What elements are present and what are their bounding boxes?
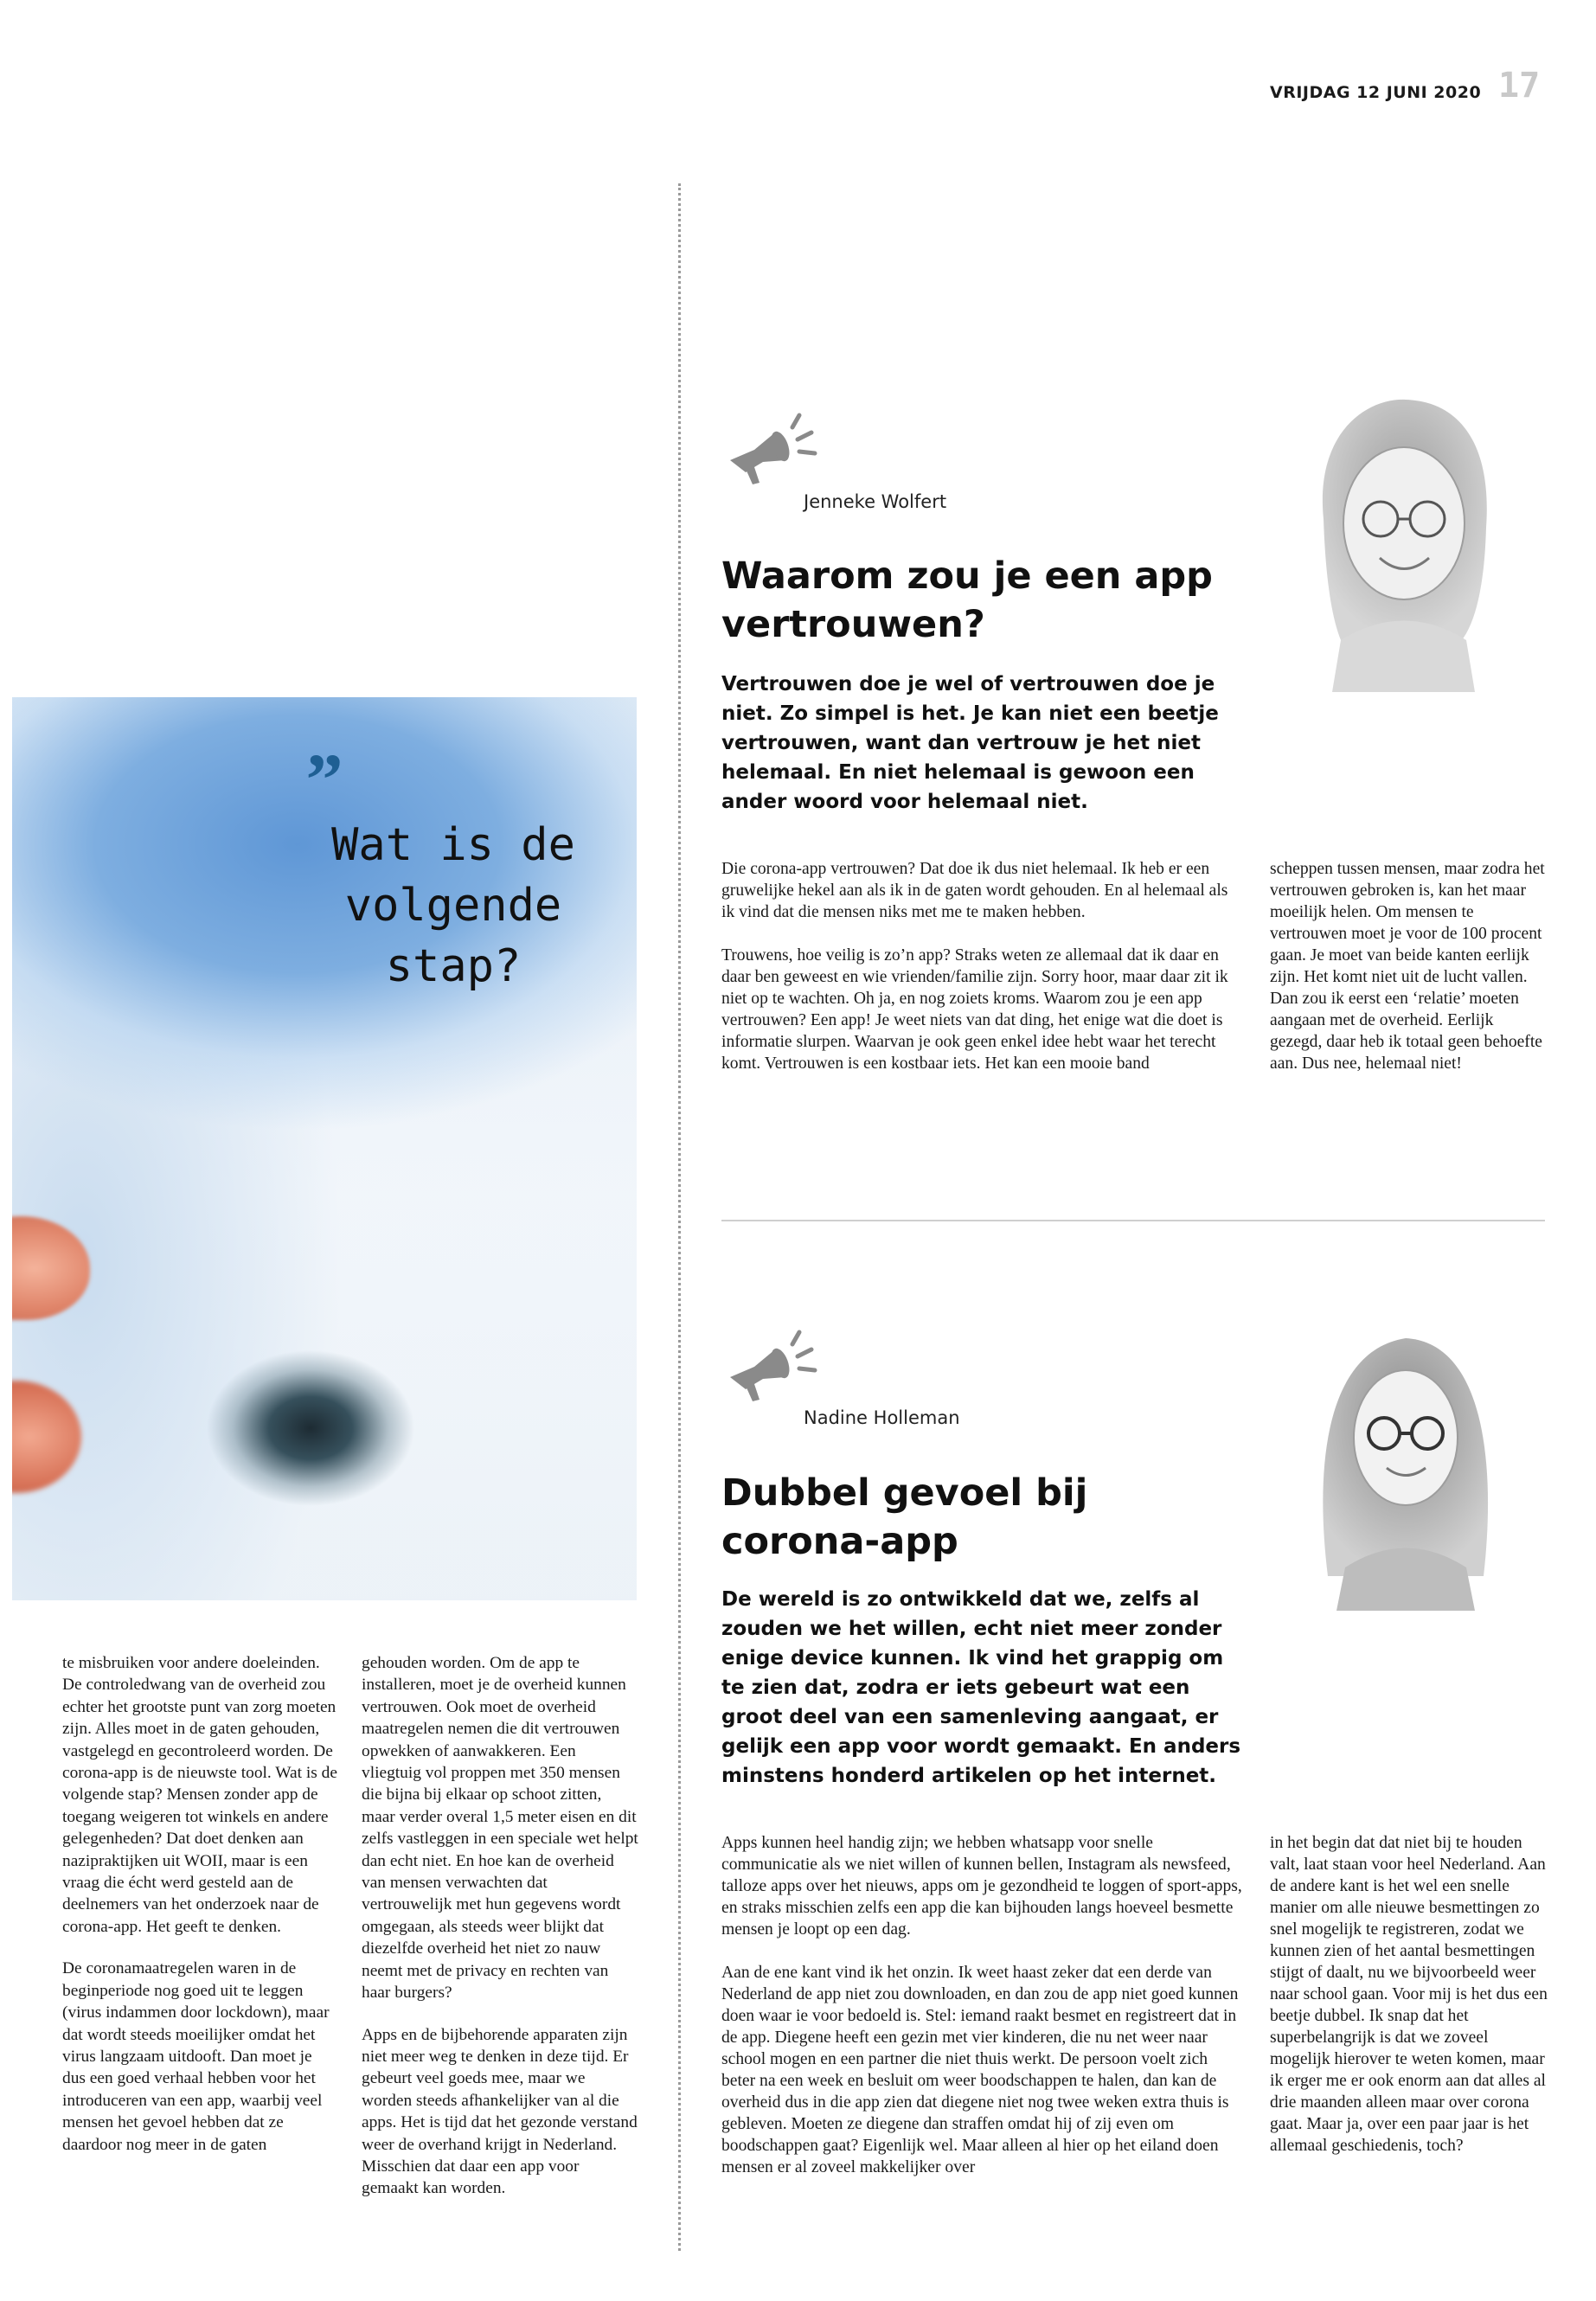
paragraph: gehouden worden. Om de app te installeren, moet je de overheid kunnen vertrouwen. Ook moet de overheid maatregelen nemen die dit vertrouwen opwekken of aanwakkeren. Een vliegtuig vol proppen met 350 mensen die bijna bij elkaar op schoot zitten, maar verder overal 1,5 meter eisen en dit zelfs vastleggen in een speciale wet helpt dan echt niet. En hoe kan de overheid van mensen verwachten dat vertrouwelijk met hun gegevens wordt omgegaan, als steeds weer blijkt dat diezelfde overheid het niet zo nauw neemt met de privacy en rechten van haar burgers? xyxy=(362,1654,638,2003)
paragraph: Apps en de bijbehorende apparaten zijn niet meer weg te denken in deze tijd. Er gebeurt veel goeds mee, maar we worden steeds afhankelijker van al die apps. Het is tijd dat het gezonde verstand weer de overhand krijgt in Nederland. Misschien dat daar een app voor gemaakt kan worden. xyxy=(362,2025,638,2198)
author-name: Jenneke Wolfert xyxy=(804,491,947,512)
author-name: Nadine Holleman xyxy=(804,1407,960,1428)
author-portrait xyxy=(1289,381,1514,692)
finger-shape xyxy=(12,1216,90,1320)
megaphone-icon xyxy=(721,1324,825,1410)
phone-photo xyxy=(12,697,637,1600)
article-lead: Vertrouwen doe je wel of vertrouwen doe je niet. Zo simpel is het. Je kan niet een beetje vertrouwen, want dan vertrouw je het niet helemaal. En niet helemaal is gewoon een ander woord voor helemaal niet. xyxy=(721,673,1219,813)
quote-mark-icon: ” xyxy=(305,738,343,821)
article-lead: De wereld is zo ontwikkeld dat we, zelfs al zouden we het willen, echt niet meer zonder enige device kunnen. Ik vind het grappig om te zien dat, zodra er iets gebeurt wat een groot deel van een samenleving aangaat, er gelijk een app voor wordt gemaakt. En anders minstens honderd artikelen op het internet. xyxy=(721,1588,1241,1787)
pull-quote: Wat is de volgende stap? xyxy=(331,819,575,992)
paragraph: Die corona-app vertrouwen? Dat doe ik dus niet helemaal. Ik heb er een gruwelijke hekel aan als ik in de gaten wordt gehouden. En al helemaal als ik vind dat die mensen niks met me te maken hebben. xyxy=(721,860,1228,921)
page-number: 17 xyxy=(1498,66,1541,106)
paragraph: Trouwens, hoe veilig is zo’n app? Straks weten ze allemaal dat ik daar en daar ben geweest en wie vrienden/familie zijn. Sorry hoor, maar daar zit ik niet op te wachten. Oh ja, en nog zoiets kroms. Waarom zou je een app vertrouwen? Een app! Je weet niets van dat ding, het enige wat die doet is informatie slurpen. Waarvan je ook geen enkel idee hebt waar het terecht komt. Vertrouwen is een kostbaar iets. Het kan een mooie band xyxy=(721,946,1228,1073)
article-body-column-b xyxy=(1270,1832,1548,2178)
article-divider xyxy=(721,1220,1545,1221)
paragraph: De coronamaatregelen waren in de beginperiode nog goed uit te leggen (virus indammen door lockdown), maar dat wordt steeds moeilijker omdat het virus langzaam uitdooft. Dan moet je dus een goed verhaal hebben voor het introduceren van een app, waarbij veel mensen het gevoel hebben dat ze daardoor nog meer in de gaten xyxy=(62,1959,330,2154)
paragraph: Apps kunnen heel handig zijn; we hebben whatsapp voor snelle communicatie als we niet willen of kunnen bellen, Instagram als newsfeed, talloze apps over het nieuws, apps om je gezondheid te loggen of sport-apps, en straks misschien zelfs een app die kan bijhouden langs hoeveel besmette mensen je loopt op een dag. xyxy=(721,1834,1242,1939)
paragraph: te misbruiken voor andere doeleinden. De controledwang van de overheid zou echter het grootste punt van zorg moeten zijn. Alles moet in de gaten gehouden, vastgelegd en gecontroleerd worden. De corona-app is de nieuwste tool. Wat is de volgende stap? Mensen zonder app de toegang weigeren tot winkels en andere gelegenheden? Dat doet denken aan nazipraktijken uit WOII, maar is een vraag die écht werd gesteld aan de deelnemers van het onderzoek naar de corona-app. Het geeft te denken. xyxy=(62,1654,337,1936)
article-body-column-a xyxy=(721,1832,1246,2200)
paragraph: Aan de ene kant vind ik het onzin. Ik weet haast zeker dat een derde van Nederland de app niet zou downloaden, en dan zou de app niet goed kunnen doen waar ie voor bedoeld is. Stel: iemand raakt besmet en registreert dat in de app. Diegene heeft een gezin met vier kinderen, die nu net weer naar school mogen en een partner die niet thuis werkt. De persoon voelt zich beter na een week en besluit om weer boodschappen te halen, dan kan de overheid dus in die app zien dat diegene niet nog twee weken extra thuis is gebleven. Moeten ze diegene dan straffen omdat hij of zij even om boodschappen gaat? Eigenlijk wel. Maar alleen al hier op het eiland doen mensen er al zoveel makkelijker over xyxy=(721,1964,1239,2176)
issue-date: VRIJDAG 12 JUNI 2020 xyxy=(1270,83,1482,102)
left-text-column-a xyxy=(62,1652,339,2176)
paragraph: in het begin dat dat niet bij te houden valt, laat staan voor heel Nederland. Aan de andere kant is het wel een snelle manier om alle nieuwe besmettingen zo snel mogelijk te registreren, zodat we kunnen zien of het aantal besmettingen stijgt of daalt, nu we bijvoorbeeld weer naar school gaan. Voor mij is het dus een beetje dubbel. Ik snap dat het superbelangrijk is dat we zoveel mogelijk hierover te weten komen, maar ik erger me er ook enorm aan dat alles al drie maanden alleen maar over corona gaat. Maar ja, over een paar jaar is het allemaal geschiedenis, toch? xyxy=(1270,1834,1548,2155)
article-body-column-a xyxy=(721,858,1244,1096)
finger-shape xyxy=(12,1381,81,1493)
megaphone-icon xyxy=(721,407,825,493)
article-body-column-b xyxy=(1270,858,1548,1096)
column-divider xyxy=(678,183,681,2251)
article-headline: Waarom zou je een app vertrouwen? xyxy=(721,554,1213,646)
author-portrait xyxy=(1298,1317,1514,1611)
article-headline: Dubbel gevoel bij corona-app xyxy=(721,1471,1088,1563)
paragraph: scheppen tussen mensen, maar zodra het vertrouwen gebroken is, kan het maar moeilijk helen. Om mensen te vertrouwen moet je voor de 100 procent gaan. Je moet van beide kanten eerlijk zijn. Het komt niet uit de lucht vallen. Dan zou ik eerst een ‘relatie’ moeten aangaan met de overheid. Eerlijk gezegd, daar heb ik totaal geen behoefte aan. Dus nee, helemaal niet! xyxy=(1270,860,1545,1073)
left-text-column-b xyxy=(362,1652,638,2220)
